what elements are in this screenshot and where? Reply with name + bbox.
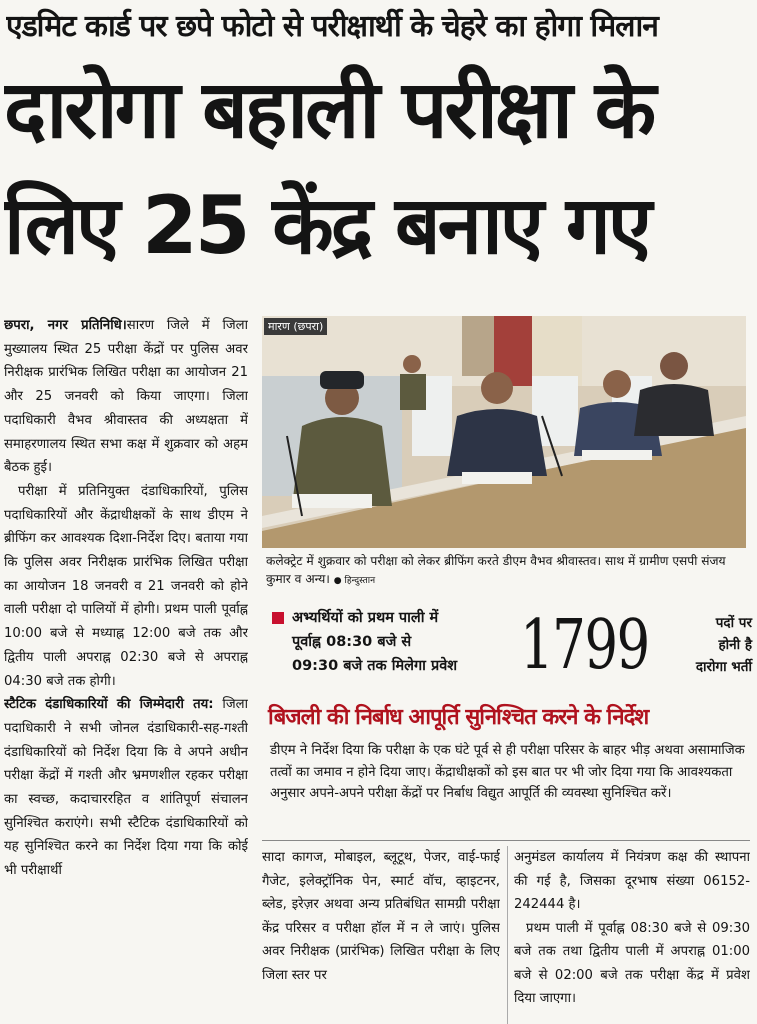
left-column	[4, 314, 248, 1024]
sub-headline: बिजली की निर्बाध आपूर्ति सुनिश्चित करने के निर्देश	[268, 705, 649, 730]
divider	[262, 840, 750, 841]
left-para-3	[4, 693, 248, 883]
side-note-line-2: होनी है	[718, 637, 752, 653]
side-note-line-1: पदों पर	[715, 615, 752, 631]
left-para-1-text: सारण जिले में जिला मुख्यालय स्थित 25 परीक्षा केंद्रों पर पुलिस अवर निरीक्षक प्रारंभिक लिखित परीक्षा का आयोजन 21 और 25 जनवरी को किया जाएगा। जिला पदाधिकारी वैभव श्रीवास्तव की अध्यक्षता में समाहरणालय स्थित सभा कक्ष में शुक्रवार को अहम बैठक हुई।	[4, 318, 248, 476]
highlight-line-1-text: अभ्यर्थियों को प्रथम पाली में	[292, 610, 439, 626]
side-note	[648, 612, 752, 678]
red-square-icon	[272, 612, 284, 624]
big-number: 1799	[520, 606, 649, 685]
news-photo	[262, 316, 746, 548]
right-column	[514, 846, 750, 1024]
left-para-1	[4, 314, 248, 480]
main-headline-line-1: दारोगा बहाली परीक्षा के	[4, 63, 654, 156]
right-para-2: प्रथम पाली में पूर्वाह्न 08:30 बजे से 09:30 बजे तक तथा द्वितीय पाली में अपराह्न 01:00 बजे से 02:00 बजे तक परीक्षा केंद्र में प्रवेश दिया जाएगा।	[514, 920, 750, 1006]
highlight-line-3: 09:30 बजे तक मिलेगा प्रवेश	[292, 658, 458, 674]
left-para-3-text: जिला पदाधिकारी ने सभी जोनल दंडाधिकारी-सह-गश्ती दंडाधिकारियों को निर्देश दिया कि वे अपने अधीन परीक्षा केंद्रों में गश्ती और भ्रमणशील रहकर परीक्षा का स्वच्छ, कदाचाररहित व शांतिपूर्ण संचालन सुनिश्चित कराएंगे। सभी स्टैटिक दंडाधिकारियों को यह सुनिश्चित करने का निर्देश दिया गया कि कोई भी परीक्षार्थी	[4, 697, 248, 879]
left-para-2: परीक्षा में प्रतिनियुक्त दंडाधिकारियों, पुलिस पदाधिकारियों और केंद्राधीक्षकों के साथ डीएम ने ब्रीफिंग कर आवश्यक दिशा-निर्देश दिए। बताया गया कि पुलिस अवर निरीक्षक प्रारंभिक लिखित परीक्षा का आयोजन 18 जनवरी व 21 जनवरी को होने वाली परीक्षा दो पालियों में होगी। प्रथम पाली पूर्वाह्न 10:00 बजे से मध्याह्न 12:00 बजे तक और द्वितीय पाली अपराह्न 02:30 बजे से अपराह्न 04:30 बजे तक होगी।	[4, 483, 248, 689]
sub-body: डीएम ने निर्देश दिया कि परीक्षा के एक घंटे पूर्व से ही परीक्षा परिसर के बाहर भीड़ अथवा असामाजिक तत्वों का जमाव न होने दिया जाए। केंद्राधीक्षकों को इस बात पर भी जोर दिया गया कि आवश्यकता अनुसार अपने-अपने परीक्षा केंद्रों पर निर्बाध विद्युत आपूर्ति की व्यवस्था सुनिश्चित करें।	[270, 743, 745, 801]
column-divider	[507, 846, 508, 1024]
side-note-line-3: दारोगा भर्ती	[695, 659, 752, 675]
kicker-headline: एडमिट कार्ड पर छपे फोटो से परीक्षार्थी के चेहरे का होगा मिलान	[6, 9, 658, 44]
photo-caption	[266, 552, 748, 590]
right-para-1: अनुमंडल कार्यालय में नियंत्रण कक्ष की स्थापना की गई है, जिसका दूरभाष संख्या 06152-242444 है।	[514, 850, 750, 912]
highlight-box	[272, 606, 512, 678]
highlight-line-1	[272, 606, 512, 630]
left-subhead: स्टैटिक दंडाधिकारियों की जिम्मेदारी तय:	[4, 697, 214, 713]
middle-column: सादा कागज, मोबाइल, ब्लूटूथ, पेजर, वाई-फाई गैजेट, इलेक्ट्रॉनिक पेन, स्मार्ट वॉच, व्हाइटनर, ब्लेड, इरेज़र अथवा अन्य प्रतिबंधित सामग्री परीक्षा केंद्र परिसर व परीक्षा हॉल में न ले जाएं। पुलिस अवर निरीक्षक (प्रारंभिक) लिखित परीक्षा के लिए जिला स्तर पर	[262, 850, 500, 983]
caption-credit: ● हिन्दुस्तान	[333, 576, 376, 586]
photo-location-tag: मारण (छपरा)	[264, 318, 327, 335]
meeting-photo-illustration	[262, 316, 746, 548]
highlight-line-2: पूर्वाह्न 08:30 बजे से	[292, 634, 412, 650]
main-headline-line-2: लिए 25 केंद्र बनाए गए	[4, 179, 650, 272]
caption-text: कलेक्ट्रेट में शुक्रवार को परीक्षा को लेकर ब्रीफिंग करते डीएम वैभव श्रीवास्तव। साथ में ग्रामीण एसपी संजय कुमार व अन्य।	[266, 554, 726, 586]
dateline: छपरा, नगर प्रतिनिधि।	[4, 318, 127, 333]
